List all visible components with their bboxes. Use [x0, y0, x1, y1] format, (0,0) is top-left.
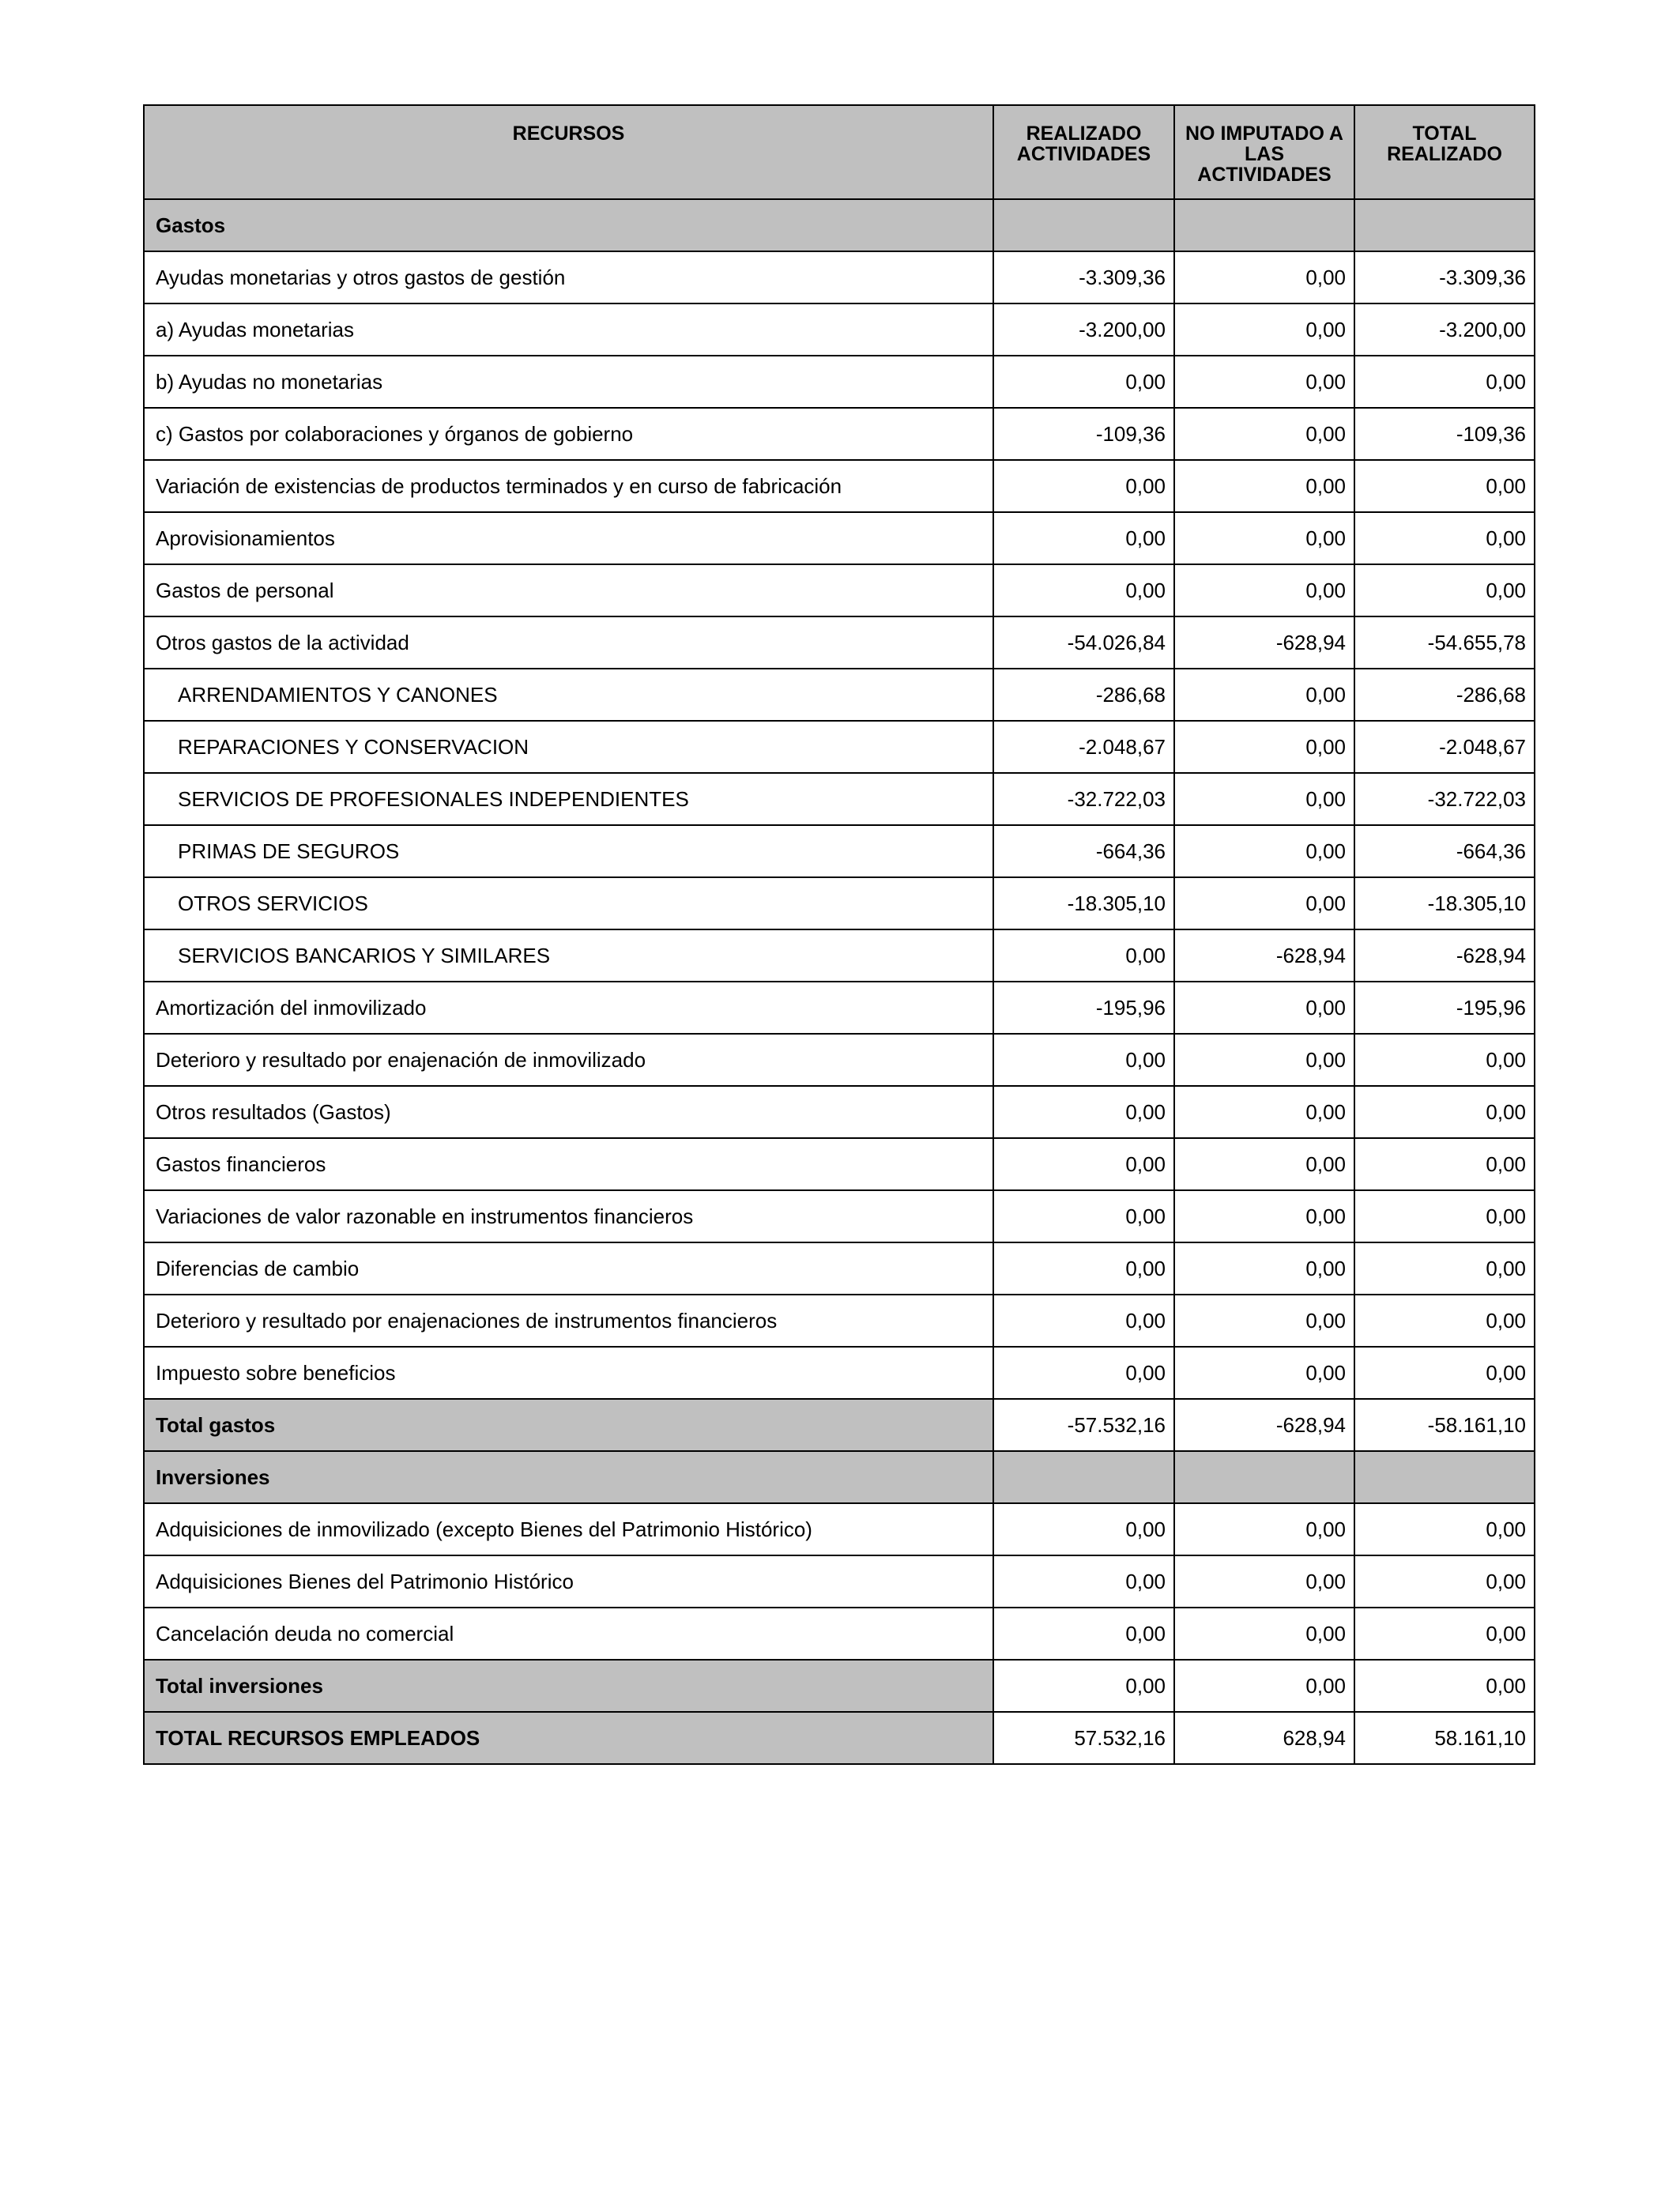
row-label: Gastos de personal	[144, 564, 993, 616]
section-row	[144, 199, 1535, 251]
section-blank-cell	[993, 199, 1174, 251]
row-label: OTROS SERVICIOS	[144, 877, 993, 929]
row-label: Gastos financieros	[144, 1138, 993, 1190]
table-body	[144, 199, 1535, 1764]
row-value: -57.532,16	[993, 1399, 1174, 1451]
row-label: Variación de existencias de productos terminados y en curso de fabricación	[144, 460, 993, 512]
row-value: 0,00	[993, 1347, 1174, 1399]
section-blank-cell	[993, 1451, 1174, 1503]
row-value: 0,00	[993, 1086, 1174, 1138]
section-blank-cell	[1354, 1451, 1535, 1503]
header-total-realizado: TOTAL REALIZADO	[1354, 105, 1535, 199]
row-label: Amortización del inmovilizado	[144, 982, 993, 1034]
total-row	[144, 1660, 1535, 1712]
section-blank-cell	[1174, 1451, 1354, 1503]
row-label: Inversiones	[144, 1451, 993, 1503]
total-row	[144, 1712, 1535, 1764]
table-row	[144, 929, 1535, 982]
row-value: -58.161,10	[1354, 1399, 1535, 1451]
row-value: 0,00	[1174, 1034, 1354, 1086]
table-row	[144, 773, 1535, 825]
row-value: 0,00	[1174, 1086, 1354, 1138]
row-value: 0,00	[1174, 1660, 1354, 1712]
row-value: 0,00	[1174, 1555, 1354, 1608]
row-value: -18.305,10	[1354, 877, 1535, 929]
header-no-imputado: NO IMPUTADO A LAS ACTIVIDADES	[1174, 105, 1354, 199]
row-label: TOTAL RECURSOS EMPLEADOS	[144, 1712, 993, 1764]
table-row	[144, 877, 1535, 929]
row-value: 0,00	[1174, 1295, 1354, 1347]
row-value: 0,00	[1174, 825, 1354, 877]
table-row	[144, 1347, 1535, 1399]
table-row	[144, 460, 1535, 512]
table-row	[144, 982, 1535, 1034]
table-row	[144, 251, 1535, 303]
row-label: ARRENDAMIENTOS Y CANONES	[144, 669, 993, 721]
row-value: 0,00	[993, 356, 1174, 408]
row-value: 0,00	[1174, 251, 1354, 303]
table-row	[144, 669, 1535, 721]
table-row	[144, 1295, 1535, 1347]
row-value: -3.200,00	[993, 303, 1174, 356]
table-row	[144, 616, 1535, 669]
row-label: a) Ayudas monetarias	[144, 303, 993, 356]
row-label: Gastos	[144, 199, 993, 251]
header-recursos: RECURSOS	[144, 105, 993, 199]
row-value: 0,00	[1354, 356, 1535, 408]
row-label: Adquisiciones de inmovilizado (excepto Bienes del Patrimonio Histórico)	[144, 1503, 993, 1555]
row-label: Otros resultados (Gastos)	[144, 1086, 993, 1138]
row-value: 0,00	[1174, 1608, 1354, 1660]
row-value: 0,00	[1174, 356, 1354, 408]
row-value: 0,00	[1174, 1347, 1354, 1399]
row-value: -109,36	[1354, 408, 1535, 460]
table-row	[144, 1608, 1535, 1660]
row-value: 0,00	[1174, 669, 1354, 721]
row-value: 0,00	[993, 1242, 1174, 1295]
table-row	[144, 1503, 1535, 1555]
table-row	[144, 1555, 1535, 1608]
row-value: 0,00	[1174, 564, 1354, 616]
table-row	[144, 356, 1535, 408]
row-value: 0,00	[1354, 512, 1535, 564]
row-value: -628,94	[1174, 1399, 1354, 1451]
row-value: 0,00	[993, 929, 1174, 982]
row-value: -3.309,36	[1354, 251, 1535, 303]
row-value: -2.048,67	[993, 721, 1174, 773]
row-value: 0,00	[993, 1555, 1174, 1608]
row-label: c) Gastos por colaboraciones y órganos de gobierno	[144, 408, 993, 460]
row-value: 628,94	[1174, 1712, 1354, 1764]
row-label: REPARACIONES Y CONSERVACION	[144, 721, 993, 773]
row-value: 0,00	[993, 1190, 1174, 1242]
row-value: 0,00	[993, 512, 1174, 564]
row-label: Impuesto sobre beneficios	[144, 1347, 993, 1399]
table-row	[144, 512, 1535, 564]
row-label: SERVICIOS DE PROFESIONALES INDEPENDIENTES	[144, 773, 993, 825]
section-blank-cell	[1354, 199, 1535, 251]
row-value: 0,00	[993, 460, 1174, 512]
row-label: Diferencias de cambio	[144, 1242, 993, 1295]
table-row	[144, 1138, 1535, 1190]
row-value: -628,94	[1354, 929, 1535, 982]
row-value: 0,00	[1174, 773, 1354, 825]
row-label: Total inversiones	[144, 1660, 993, 1712]
row-value: 0,00	[993, 1295, 1174, 1347]
table-row	[144, 825, 1535, 877]
row-label: Aprovisionamientos	[144, 512, 993, 564]
row-value: -18.305,10	[993, 877, 1174, 929]
row-value: -195,96	[993, 982, 1174, 1034]
row-value: 0,00	[993, 1608, 1174, 1660]
table-row	[144, 1086, 1535, 1138]
row-value: 0,00	[1174, 982, 1354, 1034]
row-value: 0,00	[1354, 1190, 1535, 1242]
row-value: 0,00	[1354, 1608, 1535, 1660]
table-row	[144, 1034, 1535, 1086]
row-label: PRIMAS DE SEGUROS	[144, 825, 993, 877]
row-value: 0,00	[993, 1660, 1174, 1712]
row-value: -286,68	[1354, 669, 1535, 721]
row-value: 0,00	[1174, 512, 1354, 564]
row-value: 0,00	[1354, 1086, 1535, 1138]
row-value: 0,00	[1354, 1555, 1535, 1608]
row-value: 0,00	[1354, 1660, 1535, 1712]
row-value: -2.048,67	[1354, 721, 1535, 773]
row-value: -3.200,00	[1354, 303, 1535, 356]
table-row	[144, 721, 1535, 773]
row-value: 0,00	[1354, 1347, 1535, 1399]
row-label: Cancelación deuda no comercial	[144, 1608, 993, 1660]
row-value: 0,00	[1174, 877, 1354, 929]
row-value: 0,00	[1174, 460, 1354, 512]
row-value: 0,00	[1174, 1242, 1354, 1295]
row-label: Adquisiciones Bienes del Patrimonio Histórico	[144, 1555, 993, 1608]
table-row	[144, 303, 1535, 356]
row-label: Deterioro y resultado por enajenación de inmovilizado	[144, 1034, 993, 1086]
row-value: 0,00	[993, 1034, 1174, 1086]
row-label: b) Ayudas no monetarias	[144, 356, 993, 408]
row-label: Total gastos	[144, 1399, 993, 1451]
row-value: 0,00	[1354, 1138, 1535, 1190]
row-value: 0,00	[1174, 1503, 1354, 1555]
row-value: 0,00	[1354, 564, 1535, 616]
row-label: SERVICIOS BANCARIOS Y SIMILARES	[144, 929, 993, 982]
row-value: -54.026,84	[993, 616, 1174, 669]
header-realizado-actividades: REALIZADO ACTIVIDADES	[993, 105, 1174, 199]
row-value: -54.655,78	[1354, 616, 1535, 669]
table-row	[144, 408, 1535, 460]
row-value: 0,00	[1174, 1138, 1354, 1190]
row-value: -628,94	[1174, 616, 1354, 669]
row-value: 0,00	[1354, 1242, 1535, 1295]
recursos-table	[143, 104, 1535, 1765]
row-value: -628,94	[1174, 929, 1354, 982]
row-value: 0,00	[1354, 1295, 1535, 1347]
row-value: 0,00	[1174, 1190, 1354, 1242]
row-value: 0,00	[1354, 460, 1535, 512]
row-value: 0,00	[1174, 408, 1354, 460]
total-row	[144, 1399, 1535, 1451]
row-value: 0,00	[993, 1138, 1174, 1190]
row-label: Otros gastos de la actividad	[144, 616, 993, 669]
row-value: 0,00	[1354, 1034, 1535, 1086]
row-value: -195,96	[1354, 982, 1535, 1034]
row-value: 58.161,10	[1354, 1712, 1535, 1764]
row-value: 0,00	[1354, 1503, 1535, 1555]
row-value: -3.309,36	[993, 251, 1174, 303]
row-value: -109,36	[993, 408, 1174, 460]
row-value: -32.722,03	[993, 773, 1174, 825]
table-row	[144, 1190, 1535, 1242]
row-label: Ayudas monetarias y otros gastos de gestión	[144, 251, 993, 303]
row-value: 0,00	[993, 1503, 1174, 1555]
row-value: 57.532,16	[993, 1712, 1174, 1764]
row-value: 0,00	[1174, 721, 1354, 773]
row-label: Deterioro y resultado por enajenaciones de instrumentos financieros	[144, 1295, 993, 1347]
table-row	[144, 564, 1535, 616]
section-row	[144, 1451, 1535, 1503]
section-blank-cell	[1174, 199, 1354, 251]
row-value: -664,36	[993, 825, 1174, 877]
table-header-row	[144, 105, 1535, 199]
row-value: -32.722,03	[1354, 773, 1535, 825]
table-row	[144, 1242, 1535, 1295]
row-value: -664,36	[1354, 825, 1535, 877]
row-value: 0,00	[1174, 303, 1354, 356]
row-label: Variaciones de valor razonable en instrumentos financieros	[144, 1190, 993, 1242]
row-value: 0,00	[993, 564, 1174, 616]
row-value: -286,68	[993, 669, 1174, 721]
